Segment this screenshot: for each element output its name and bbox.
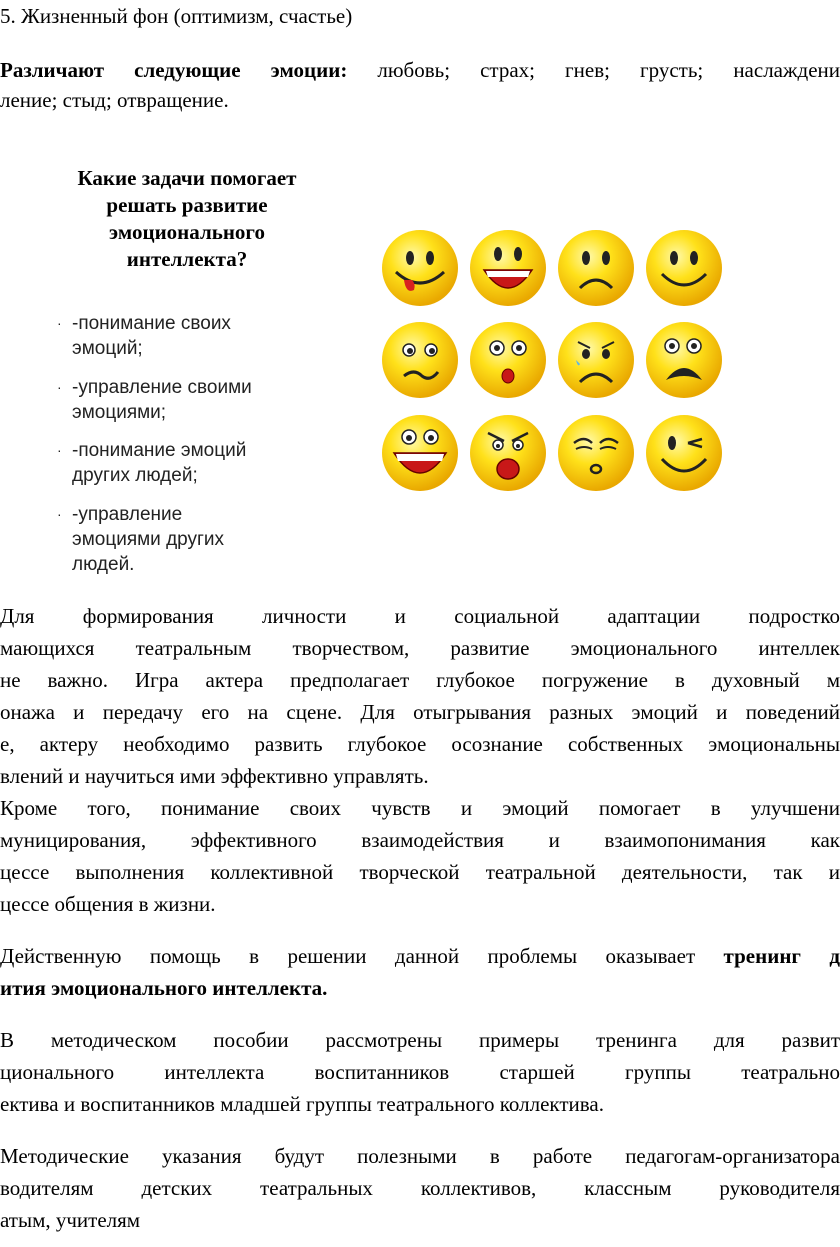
paragraph-line: Кроме того, понимание своих чувств и эмоций помогает в улучшени (0, 796, 840, 820)
bullet-icon: · (57, 315, 62, 331)
paragraph-line: муницирования, эффективного взаимодействия и взаимопонимания как (0, 828, 840, 852)
emotions-line-1 (0, 58, 840, 83)
paragraph-line: мающихся театральным творчеством, развитие эмоционального интеллек (0, 636, 840, 660)
smiling-face-icon (644, 228, 724, 308)
emotions-bold-label: Различают следующие эмоции: (0, 58, 348, 82)
sleepy-face-icon (556, 413, 636, 493)
heading-line: 5. Жизненный фон (оптимизм, счастье) (0, 4, 353, 28)
list-item (57, 311, 302, 361)
paragraph-line: ектива и воспитанников младшей группы театрального коллектива. (0, 1092, 604, 1116)
paragraph-line: онажа и передачу его на сцене. Для отыгрывания разных эмоций и поведений (0, 700, 840, 724)
tasks-question (52, 165, 322, 273)
crying-face-icon (556, 320, 636, 400)
paragraph-text: Действенную помощь в решении данной проблемы оказывает (0, 944, 724, 968)
tasks-box (52, 165, 322, 575)
list-item-text: других людей; (72, 465, 198, 486)
question-line: интеллекта? (126, 247, 248, 271)
paragraph-line: ционального интеллекта воспитанников старшей группы театрально (0, 1060, 840, 1084)
list-item-text: -управление своими (72, 377, 252, 398)
paragraph-line: цессе общения в жизни. (0, 892, 216, 916)
paragraph-line: водителям детских театральных коллективов, классным руководителя (0, 1176, 840, 1200)
paragraph-line: Методические указания будут полезными в работе педагогам-организатора (0, 1144, 840, 1168)
training-bold-line: ития эмоционального интеллекта. (0, 976, 328, 1000)
list-item-text: эмоциями других (72, 529, 225, 550)
confused-face-icon (380, 320, 460, 400)
list-item-text: -понимание своих (72, 313, 231, 334)
bullet-icon: · (57, 442, 62, 458)
training-bold-text: тренинг д (723, 944, 840, 968)
list-item (57, 375, 302, 425)
sad-face-icon (556, 228, 636, 308)
paragraph-line: В методическом пособии рассмотрены примеры тренинга для развит (0, 1028, 840, 1052)
emotions-line-2: ление; стыд; отвращение. (0, 88, 229, 112)
list-item-text: людей. (72, 554, 135, 575)
list-item-text: эмоций; (72, 338, 143, 359)
paragraph-line: не важно. Игра актера предполагает глубокое погружение в духовный м (0, 668, 840, 692)
list-item-text: -управление (72, 504, 183, 525)
question-line: Какие задачи помогает (77, 166, 297, 190)
list-item-text: эмоциями; (72, 402, 167, 423)
surprised-face-icon (468, 320, 548, 400)
list-item (57, 438, 302, 488)
emotions-list: любовь; страх; гнев; грусть; наслаждени (347, 58, 840, 82)
paragraph-line: е, актеру необходимо развить глубокое осознание собственных эмоциональны (0, 732, 840, 756)
paragraph-line (0, 944, 840, 969)
paragraph-line: цессе выполнения коллективной творческой театральной деятельности, так и (0, 860, 840, 884)
bullet-icon: · (57, 506, 62, 522)
paragraph-line: влений и научиться ими эффективно управлять. (0, 764, 429, 788)
grinning-face-icon (380, 413, 460, 493)
laughing-face-icon (468, 228, 548, 308)
paragraph-line: Для формирования личности и социальной адаптации подростко (0, 604, 840, 628)
paragraph-line: атым, учителям (0, 1208, 141, 1232)
question-line: эмоционального (109, 220, 265, 244)
list-item (57, 502, 302, 577)
list-item-text: -понимание эмоций (72, 440, 247, 461)
tongue-out-face-icon (380, 228, 460, 308)
shocked-face-icon (644, 320, 724, 400)
question-line: решать развитие (106, 193, 268, 217)
winking-face-icon (644, 413, 724, 493)
angry-face-icon (468, 413, 548, 493)
bullet-icon: · (57, 379, 62, 395)
emoji-grid (380, 228, 730, 498)
